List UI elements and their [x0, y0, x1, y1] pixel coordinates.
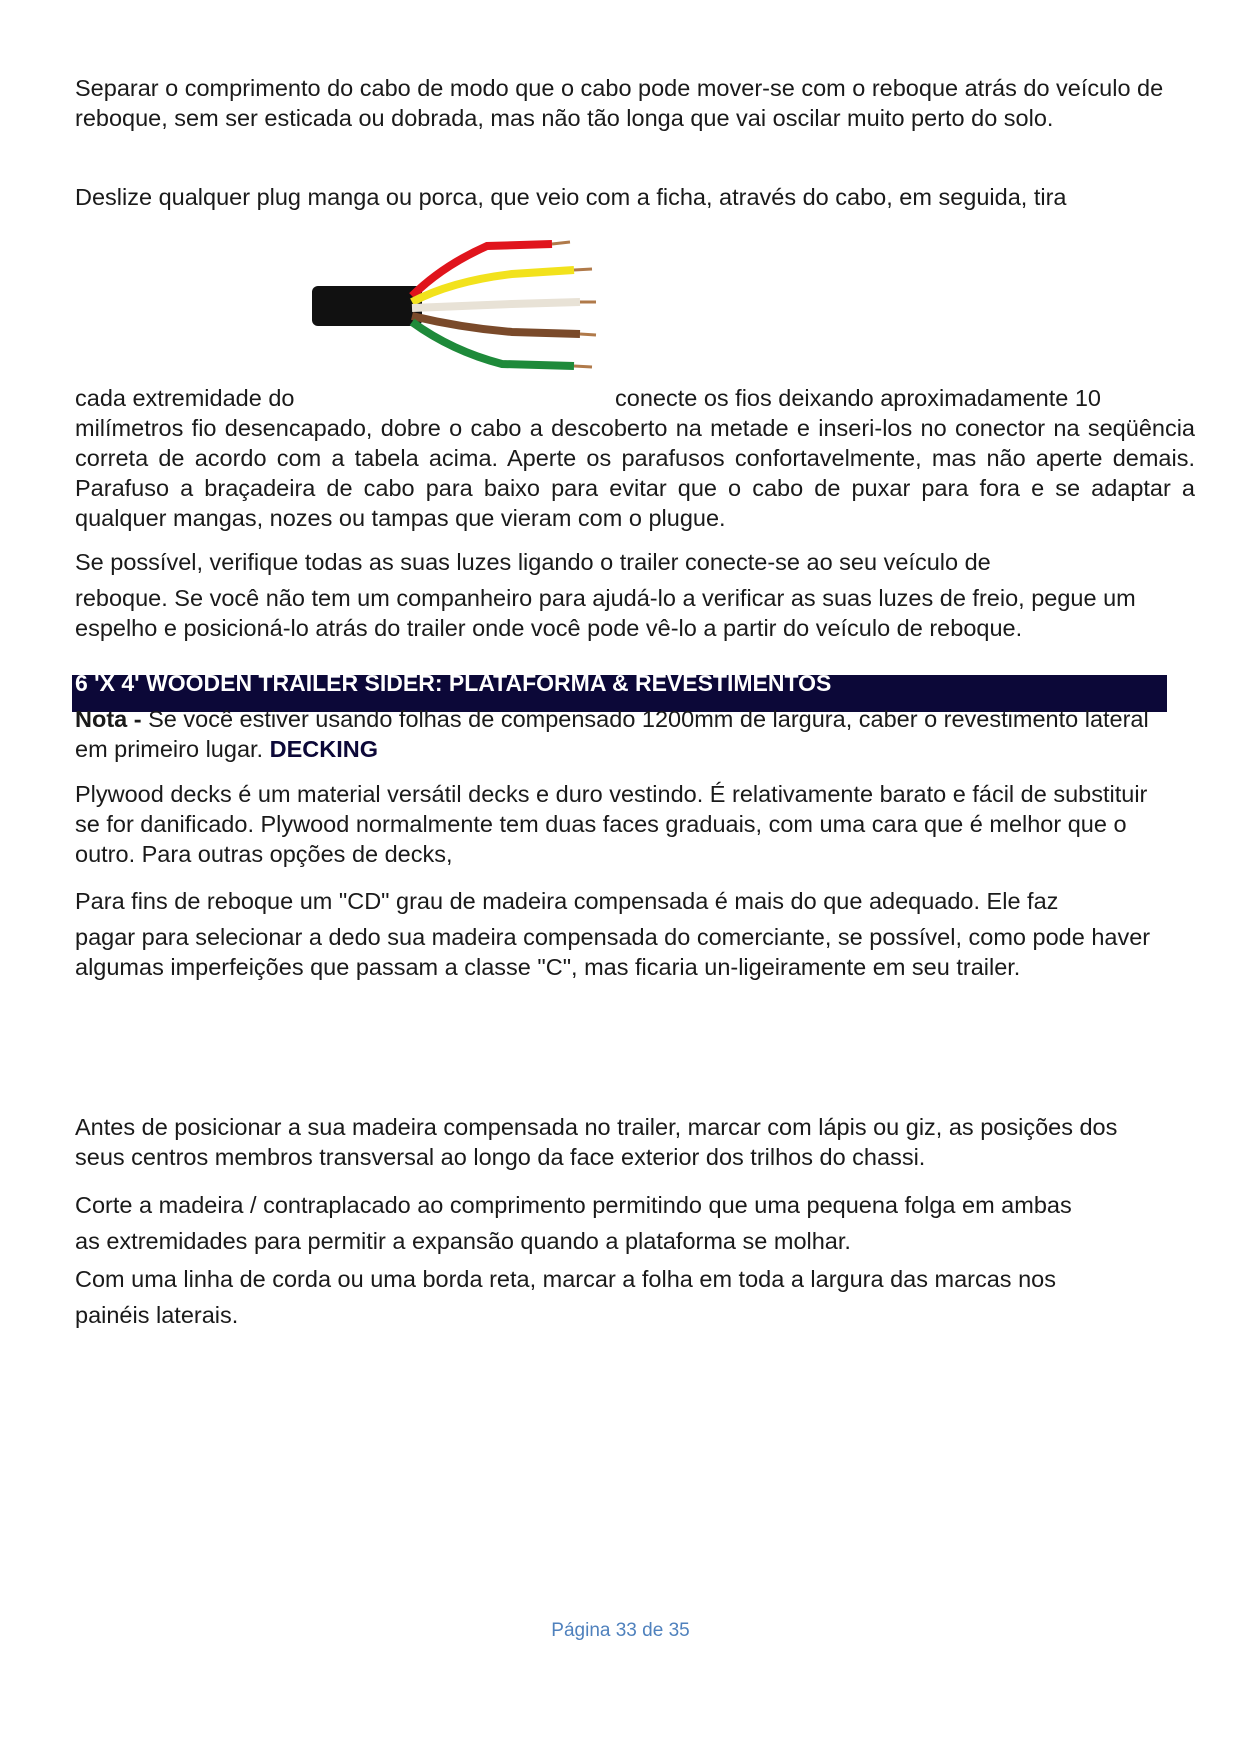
paragraph-towing-grade-line1: Para fins de reboque um "CD" grau de madeira compensada é mais do que adequado. Ele faz [75, 888, 1059, 914]
paragraph-check-lights: reboque. Se você não tem um companheiro para ajudá-lo a verificar as suas luzes de freio, pegue um espelho e posicioná-lo atrás do trailer onde você pode vê-lo a partir do veículo de reboque. [75, 585, 1136, 641]
paragraph-cut-plywood-line2: as extremidades para permitir a expansão quando a plataforma se molhar. [75, 1228, 851, 1254]
paragraph-mark-positions: Antes de posicionar a sua madeira compensada no trailer, marcar com lápis ou giz, as posições dos seus centros membros transversal ao longo da face exterior dos trilhos do chassi. [75, 1114, 1118, 1170]
paragraph-connect-wires: conecte os fios deixando aproximadamente 10 [615, 385, 1101, 411]
paragraph-check-lights-line1: Se possível, verifique todas as suas luzes ligando o trailer conecte-se ao seu veículo de [75, 549, 991, 575]
paragraph-cable-length: Separar o comprimento do cabo de modo que o cabo pode mover-se com o reboque atrás do veículo de reboque, sem ser esticada ou dobrada, mas não tão longa que vai oscilar muito perto do solo. [75, 75, 1164, 131]
note-paragraph [75, 704, 1165, 764]
paragraph-cut-plywood-line1: Corte a madeira / contraplacado ao comprimento permitindo que uma pequena folga em ambas [75, 1192, 1072, 1218]
paragraph-plywood-decks: Plywood decks é um material versátil decks e duro vestindo. É relativamente barato e fácil de substituir se for danificado. Plywood normalmente tem duas faces graduais, com uma cara que é melhor que o outro. Para outras opções de decks, [75, 781, 1148, 867]
page-number-footer: Página 33 de 35 [551, 1620, 690, 1641]
paragraph-towing-grade: pagar para selecionar a dedo sua madeira compensada do comerciante, se possível, como pode haver algumas imperfeições que passam a classe "C", mas ficaria un-ligeiramente em seu trailer. [75, 924, 1151, 980]
section-heading: 6 'X 4' WOODEN TRAILER SIDER: PLATAFORMA & REVESTIMENTOS [75, 670, 832, 696]
note-label: Nota - [75, 706, 142, 732]
paragraph-chalk-line-line2: painéis laterais. [75, 1302, 239, 1328]
paragraph-wire-instructions: milímetros fio desencapado, dobre o cabo a descoberto na metade e inseri-los no conector na seqüência correta de acordo com a tabela acima. Aperte os parafusos confortavelmente, mas não aperte demais. Parafuso a braçadeira de cabo para baixo para evitar que o cabo de puxar para fora e se adaptar a qualquer mangas, nozes ou tampas que vieram com o plugue. [75, 415, 1195, 531]
paragraph-each-end: cada extremidade do [75, 385, 295, 411]
paragraph-chalk-line-line1: Com uma linha de corda ou uma borda reta, marcar a folha em toda a largura das marcas nos [75, 1266, 1056, 1292]
cable-wires-image [312, 236, 597, 388]
decking-label: DECKING [269, 736, 378, 762]
paragraph-slide-plug: Deslize qualquer plug manga ou porca, que veio com a ficha, através do cabo, em seguida, tira [75, 184, 1067, 210]
note-text: Se você estiver usando folhas de compensado 1200mm de largura, caber o revestimento lateral em primeiro lugar. [75, 706, 1149, 762]
